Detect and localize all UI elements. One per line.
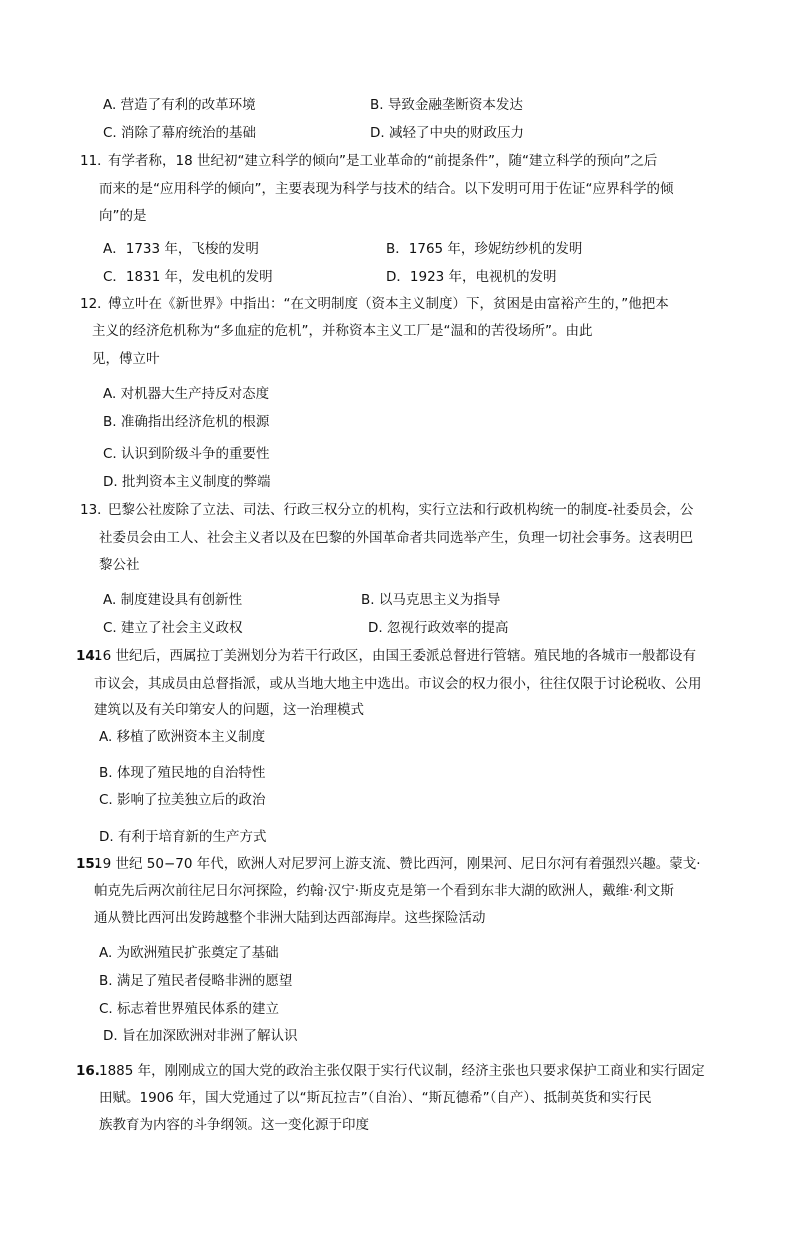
q15-option-c: C. 标志着世界殖民体系的建立: [99, 1001, 280, 1017]
q16-number: 16.: [76, 1063, 100, 1079]
q14-option-d: D. 有利于培育新的生产方式: [99, 829, 267, 845]
q14-option-a: A. 移植了欧洲资本主义制度: [99, 729, 266, 745]
q10-option-c: C. 消除了幕府统治的基础: [103, 125, 257, 141]
q12-number: 12．: [80, 296, 111, 312]
q13-stem-line2: 社委员会由工人、社会主义者以及在巴黎的外国革命者共同选举产生，负理一切社会事务。这表明巴: [99, 530, 693, 546]
q15-stem-line1: 19 世纪 50−70 年代，欧洲人对尼罗河上游支流、赞比西河，刚果河、尼日尔河有着强烈兴趣。蒙戈·: [94, 856, 701, 872]
q16-stem-line3: 族教育为内容的斗争纲领。这一变化源于印度: [99, 1117, 369, 1133]
q13-stem-line3: 黎公社: [99, 557, 140, 573]
q11-stem-line3: 向”的是: [99, 208, 147, 224]
q12-stem-line1: 傅立叶在《新世界》中指出：“在文明制度（资本主义制度）下，贫困是由富裕产生的，”他把本: [108, 296, 669, 312]
q15-option-b: B. 满足了殖民者侵略非洲的愿望: [99, 973, 293, 989]
q11-option-d: D．1923 年，电视机的发明: [386, 269, 557, 285]
q16-stem-line1: 1885 年，刚刚成立的国大党的政治主张仅限于实行代议制，经济主张也只要求保护工商业和实行固定: [99, 1063, 705, 1079]
q10-option-b: B. 导致金融垄断资本发达: [370, 97, 523, 113]
q11-option-c: C．1831 年，发电机的发明: [103, 269, 273, 285]
q10-option-d: D. 减轻了中央的财政压力: [370, 125, 524, 141]
q12-stem-line3: 见，傅立叶: [92, 351, 160, 367]
q12-option-b: B. 准确指出经济危机的根源: [103, 414, 270, 430]
q13-number: 13．: [80, 502, 111, 518]
q14-stem-line2: 市议会，其成员由总督指派，或从当地大地主中选出。市议会的权力很小，往往仅限于讨论税收、公用: [94, 676, 702, 692]
q14-stem-line3: 建筑以及有关印第安人的问题，这一治理模式: [94, 702, 364, 718]
q11-stem-line1: 有学者称，18 世纪初“建立科学的倾向”是工业革命的“前提条件”，随“建立科学的预向”之后: [108, 153, 658, 169]
q13-stem-line1: 巴黎公社废除了立法、司法、行政三权分立的机构，实行立法和行政机构统一的制度-社委员会，公: [108, 502, 694, 518]
q11-option-a: A．1733 年，飞梭的发明: [103, 241, 259, 257]
q12-option-c: C. 认识到阶级斗争的重要性: [103, 446, 270, 462]
q11-number: 11．: [80, 153, 111, 169]
q12-option-d: D. 批判资本主义制度的弊端: [103, 474, 271, 490]
q15-number: 15.: [76, 856, 100, 872]
q14-number: 14.: [76, 648, 100, 664]
q12-option-a: A. 对机器大生产持反对态度: [103, 386, 270, 402]
q14-stem-line1: 16 世纪后，西属拉丁美洲划分为若干行政区，由国王委派总督进行管辖。殖民地的各城市一般都设有: [94, 648, 696, 664]
q16-stem-line2: 田赋。1906 年，国大党通过了以“斯瓦拉吉”（自治）、“斯瓦德希”（自产）、抵制英货和实行民: [99, 1090, 652, 1106]
q11-stem-line2: 而来的是“应用科学的倾向”，主要表现为科学与技术的结合。以下发明可用于佐证“应界科学的倾: [99, 181, 674, 197]
q15-stem-line2: 帕克先后两次前往尼日尔河探险，约翰·汉宁·斯皮克是第一个看到东非大湖的欧洲人，戴维·利文斯: [94, 883, 674, 899]
q13-option-b: B. 以马克思主义为指导: [361, 592, 501, 608]
q15-option-d: D. 旨在加深欧洲对非洲了解认识: [103, 1028, 298, 1044]
q13-option-d: D. 忽视行政效率的提高: [368, 620, 509, 636]
q15-stem-line3: 通从赞比西河出发跨越整个非洲大陆到达西部海岸。这些探险活动: [94, 910, 486, 926]
q15-option-a: A. 为欧洲殖民扩张奠定了基础: [99, 945, 279, 961]
q13-option-a: A. 制度建设具有创新性: [103, 592, 243, 608]
q12-stem-line2: 主义的经济危机称为“多血症的危机”，并称资本主义工厂是“温和的苦役场所”。由此: [92, 323, 593, 339]
q13-option-c: C. 建立了社会主义政权: [103, 620, 243, 636]
q10-option-a: A. 营造了有利的改革环境: [103, 97, 256, 113]
q14-option-b: B. 体现了殖民地的自治特性: [99, 765, 266, 781]
q14-option-c: C. 影响了拉美独立后的政治: [99, 792, 266, 808]
q11-option-b: B．1765 年，珍妮纺纱机的发明: [386, 241, 583, 257]
